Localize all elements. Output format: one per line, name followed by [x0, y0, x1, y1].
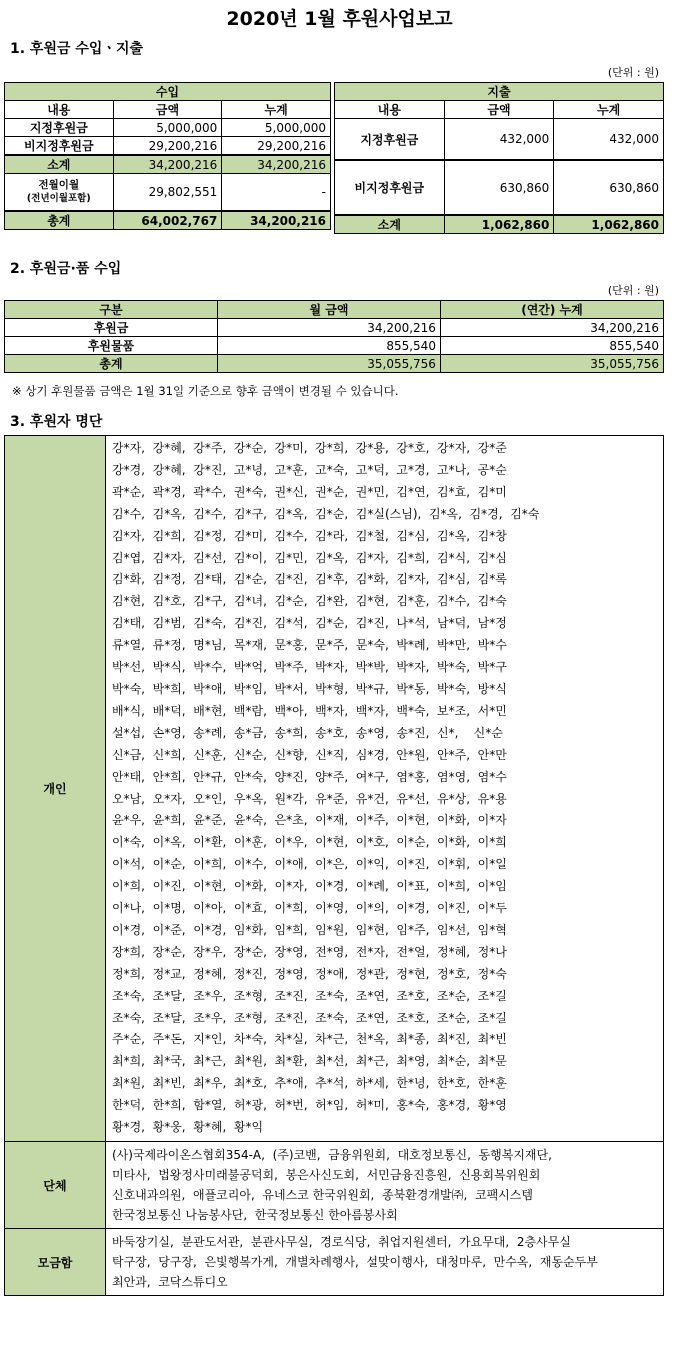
- income-cum: 5,000,000: [222, 119, 331, 137]
- col-month: 월 금액: [217, 301, 440, 319]
- page-title: 2020년 1월 후원사업보고: [226, 8, 453, 30]
- col-type: 구분: [5, 301, 218, 319]
- col-content: 내용: [5, 101, 114, 119]
- group-label: 단체: [5, 1142, 106, 1229]
- carryover-cum: -: [222, 174, 331, 212]
- expense-label: 지정후원금: [335, 119, 445, 161]
- col-content: 내용: [335, 101, 445, 119]
- expense-cum: 630,860: [554, 160, 664, 215]
- expense-cum: 432,000: [554, 119, 664, 161]
- carryover-amount: 29,802,551: [113, 174, 222, 212]
- income-amount: 5,000,000: [113, 119, 222, 137]
- individual-label: 개인: [5, 436, 106, 1142]
- col-annual: (연간) 누계: [440, 301, 663, 319]
- row-month: 34,200,216: [217, 319, 440, 337]
- section1-unit: (단위 : 원): [607, 66, 659, 79]
- row-label: 후원금: [5, 319, 218, 337]
- expense-amount: 630,860: [444, 160, 554, 215]
- income-total-cum: 34,200,216: [222, 211, 331, 230]
- total-annual: 35,055,756: [440, 355, 663, 373]
- expense-subtotal-cum: 1,062,860: [554, 215, 664, 234]
- row-annual: 855,540: [440, 337, 663, 355]
- box-names: 바둑장기실, 분관도서관, 분관사무실, 경로식당, 취업지원센터, 가요무대, 2층사무실 탁구장, 당구장, 은빛행복가게, 개별차례행사, 설맞이행사, 대청마루, 만수옥, 재동순두부 최안과, 코닥스튜디오: [106, 1229, 664, 1296]
- income-cum: 29,200,216: [222, 137, 331, 156]
- income-label: 비지정후원금: [5, 137, 114, 156]
- income-label: 지정후원금: [5, 119, 114, 137]
- note-text: ※ 상기 후원물품 금액은 1월 31일 기준으로 향후 금액이 변경될 수 있습니다.: [12, 384, 399, 398]
- expense-header: 지출: [335, 83, 664, 101]
- section2-heading: 2. 후원금·품 수입: [10, 261, 122, 277]
- income-subtotal-cum: 34,200,216: [222, 155, 331, 174]
- expense-subtotal-amount: 1,062,860: [444, 215, 554, 234]
- expense-amount: 432,000: [444, 119, 554, 161]
- individual-names: 강*자, 강*혜, 강*주, 강*순, 강*미, 강*희, 강*용, 강*호, 강*자, 강*준 강*경, 강*혜, 강*진, 고*녕, 고*훈, 고*숙, 고*덕, 고*경, 고*나, 공*순 곽*순, 곽*경, 곽*수, 권*숙, 권*신, 권*순, 권*민, 김*연, 김*효, 김*미 김*수, 김*옥, 김*수, 김*구, 김*옥, 김*순, 김*실(스님), 김*옥, 김*경, 김*숙 김*자, 김*희, 김*정, 김*미, 김*수, 김*라, 김*철, 김*심, 김*옥, 김*창 김*엽, 김*자, 김*선, 김*이, 김*민, 김*옥, 김*자, 김*희, 김*식, 김*심 김*화, 김*정, 김*태, 김*순, 김*진, 김*후, 김*화, 김*자, 김*심, 김*록 김*현, 김*호, 김*구, 김*녀, 김*순, 김*완, 김*현, 김*훈, 김*수, 김*숙 김*태, 김*범, 김*숙, 김*진, 김*석, 김*순, 김*진, 나*석, 남*덕, 남*정 류*열, 류*정, 명*님, 목*재, 문*홍, 문*주, 문*숙, 박*례, 박*만, 박*수 박*선, 박*식, 박*수, 박*억, 박*주, 박*자, 박*박, 박*자, 박*숙, 박*구 박*숙, 박*희, 박*애, 박*임, 박*서, 박*형, 박*규, 박*동, 박*숙, 방*식 배*식, 배*덕, 배*현, 백*람, 백*아, 백*자, 백*자, 백*숙, 보*조, 서*민 설*섭, 손*영, 송*례, 송*금, 송*희, 송*호, 송*영, 송*진, 신*, 신*순 신*금, 신*희, 신*훈, 신*순, 신*향, 신*직, 심*경, 안*원, 안*주, 안*만 안*태, 안*희, 안*규, 안*숙, 양*진, 양*주, 여*구, 염*홍, 염*영, 염*수 오*남, 오*자, 오*인, 우*옥, 원*각, 유*준, 유*건, 유*선, 유*상, 유*용 윤*우, 윤*희, 윤*준, 윤*숙, 은*초, 이*재, 이*주, 이*현, 이*화, 이*자 이*숙, 이*옥, 이*환, 이*훈, 이*우, 이*현, 이*호, 이*순, 이*화, 이*희 이*석, 이*순, 이*희, 이*수, 이*애, 이*은, 이*익, 이*진, 이*휘, 이*일 이*희, 이*진, 이*현, 이*화, 이*자, 이*경, 이*례, 이*표, 이*희, 이*임 이*나, 이*명, 이*아, 이*효, 이*희, 이*영, 이*의, 이*경, 이*진, 이*두 이*경, 이*준, 이*경, 임*화, 임*희, 임*원, 임*현, 임*주, 임*선, 임*혁 장*희, 장*순, 장*우, 장*순, 장*영, 전*영, 전*자, 전*얼, 정*혜, 정*나 정*희, 정*교, 정*혜, 정*진, 정*영, 정*애, 정*관, 정*현, 정*호, 정*숙 조*숙, 조*달, 조*우, 조*형, 조*진, 조*숙, 조*연, 조*호, 조*순, 조*길 조*숙, 조*달, 조*우, 조*형, 조*진, 조*숙, 조*연, 조*호, 조*순, 조*길 주*순, 주*돈, 지*인, 차*숙, 차*실, 차*근, 천*옥, 최*종, 최*진, 최*빈 최*희, 최*국, 최*근, 최*원, 최*환, 최*선, 최*근, 최*영, 최*순, 최*문 최*원, 최*빈, 최*우, 최*호, 추*애, 추*석, 하*세, 한*녕, 한*호, 한*훈 한*덕, 한*희, 함*열, 허*광, 허*번, 허*임, 허*미, 홍*숙, 홍*경, 황*영 황*경, 황*웅, 황*혜, 황*익: [106, 436, 664, 1142]
- section3-heading: 3. 후원자 명단: [10, 414, 103, 430]
- income-subtotal-amount: 34,200,216: [113, 155, 222, 174]
- col-cumulative: 누계: [222, 101, 331, 119]
- group-names: (사)국제라이온스협회354-A, (주)코밴, 금융위원회, 대호정보통신, 동행복지재단, 미타사, 법왕정사미래불공덕회, 봉은사신도회, 서민금융진흥원, 신용회복위원회 신호내과의원, 애플코리아, 유네스코 한국위원회, 종북환경개발㈜, 코팩시스템 한국정보통신 나눔봉사단, 한국정보통신 한아름봉사회: [106, 1142, 664, 1229]
- carryover-label: [5, 174, 114, 212]
- income-table: [4, 82, 331, 230]
- col-amount: 금액: [444, 101, 554, 119]
- box-label: 모금함: [5, 1229, 106, 1296]
- row-annual: 34,200,216: [440, 319, 663, 337]
- expense-subtotal-label: 소계: [335, 215, 445, 234]
- col-amount: 금액: [113, 101, 222, 119]
- expense-table: [334, 82, 664, 234]
- income-amount: 29,200,216: [113, 137, 222, 156]
- income-header: 수입: [5, 83, 331, 101]
- total-month: 35,055,756: [217, 355, 440, 373]
- section2-unit: (단위 : 원): [607, 284, 659, 297]
- section1-heading: 1. 후원금 수입ㆍ지출: [10, 41, 143, 57]
- income-total-label: 총계: [5, 211, 114, 230]
- expense-label: 비지정후원금: [335, 160, 445, 215]
- income-total-amount: 64,002,767: [113, 211, 222, 230]
- income-subtotal-label: 소계: [5, 155, 114, 174]
- row-month: 855,540: [217, 337, 440, 355]
- carryover-label-1: 전월이월: [38, 179, 80, 191]
- support-table: [4, 300, 664, 373]
- row-label: 후원물품: [5, 337, 218, 355]
- col-cumulative: 누계: [554, 101, 664, 119]
- donor-table: [4, 435, 664, 1296]
- total-label: 총계: [5, 355, 218, 373]
- carryover-label-2: (전년이월포함): [26, 193, 91, 204]
